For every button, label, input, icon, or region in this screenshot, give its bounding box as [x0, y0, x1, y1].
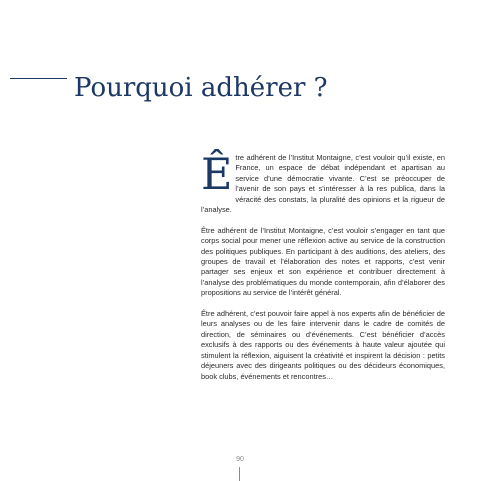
- drop-cap: Ê: [201, 150, 233, 200]
- title-accent-rule: [10, 78, 67, 79]
- page-title: Pourquoi adhérer ?: [74, 73, 328, 103]
- page-number-rule: [239, 467, 240, 481]
- paragraph-engagement: Être adhérent de l’Institut Montaigne, c’est vouloir s’engager en tant que corps social pour mener une réflexion active au service de la construction des politiques publiques. En participant à des auditions, des ateliers, des groupes de travail et l’élaboration des notes et rapports, c’est venir partager ses enjeux et son expérience et contribuer directement à l’analyse des problématiques du monde contemporain, afin d’élaborer des propositions au service de l’intérêt général.: [201, 225, 445, 298]
- paragraph-intro: [201, 150, 445, 215]
- paragraph-benefits: Être adhérent, c’est pouvoir faire appel à nos experts afin de bénéficier de leurs analyses ou de les faire intervenir dans le cadre de comités de direction, de séminaires ou d’événements. C’est bénéficier d’accès exclusifs à des rapports ou des événements à haute valeur ajoutée qui stimulent la réflexion, aiguisent la créativité et inspirent la décision : petits déjeuners avec des dirigeants politiques ou des décideurs économiques, book clubs, événements et rencontres…: [201, 309, 445, 381]
- paragraph-intro-text: tre adhérent de l’Institut Montaigne, c’est vouloir qu’il existe, en France, un espace de débat indépendant et apartisan au service d’une démocratie vivante. C’est se préoccuper de l’avenir de son pays et s’intéresser à la res publica, dans la véracité des constats, la pluralité des opinions et la rigueur de l’analyse.: [201, 153, 445, 215]
- page-number: 90: [236, 456, 244, 463]
- body-column: [201, 150, 445, 382]
